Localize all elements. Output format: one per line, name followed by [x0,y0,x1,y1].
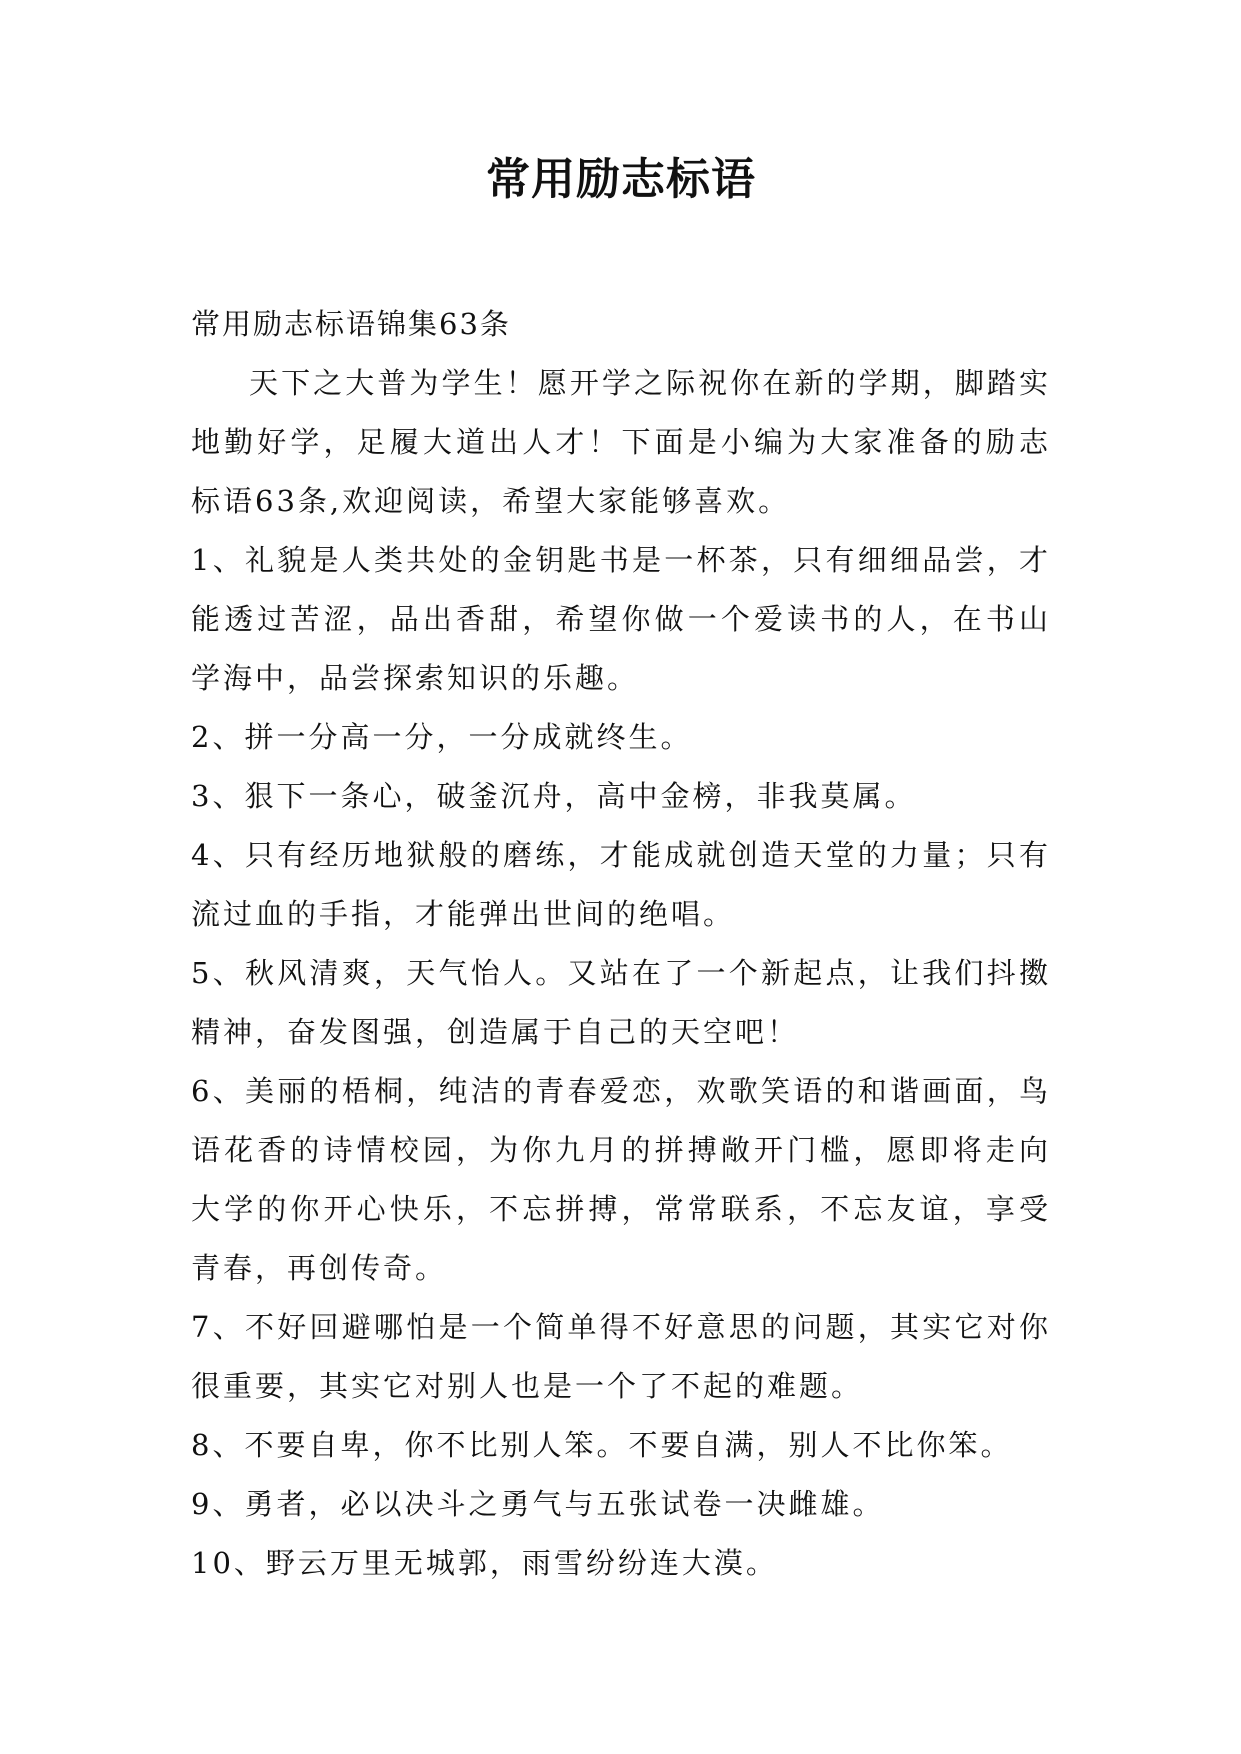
slogan-item-2: 2、拼一分高一分，一分成就终生。 [191,720,693,754]
document-subtitle: 常用励志标语锦集63条 [191,307,511,341]
slogan-item-3: 3、狠下一条心，破釜沉舟，高中金榜，非我莫属。 [191,779,917,813]
slogan-item-8: 8、不要自卑，你不比别人笨。不要自满，别人不比你笨。 [191,1428,1013,1462]
slogan-item-4: 4、只有经历地狱般的磨练，才能成就创造天堂的力量；只有流过血的手指，才能弹出世间的绝唱。 [191,838,1051,931]
document-title: 常用励志标语 [486,154,756,205]
slogan-item-5: 5、秋风清爽，天气怡人。又站在了一个新起点，让我们抖擞精神，奋发图强，创造属于自己的天空吧！ [191,956,1051,1049]
intro-paragraph: 天下之大普为学生！愿开学之际祝你在新的学期，脚踏实地勤好学，足履大道出人才！下面是小编为大家准备的励志标语63条,欢迎阅读，希望大家能够喜欢。 [191,366,1051,518]
slogan-item-9: 9、勇者，必以决斗之勇气与五张试卷一决雌雄。 [191,1487,885,1521]
slogan-item-1: 1、礼貌是人类共处的金钥匙书是一杯茶，只有细细品尝，才能透过苦涩，品出香甜，希望你做一个爱读书的人，在书山学海中，品尝探索知识的乐趣。 [191,543,1051,695]
slogan-item-10: 10、野云万里无城郭，雨雪纷纷连大漠。 [191,1546,778,1580]
slogan-item-7: 7、不好回避哪怕是一个简单得不好意思的问题，其实它对你很重要，其实它对别人也是一个了不起的难题。 [191,1310,1051,1403]
slogan-item-6: 6、美丽的梧桐，纯洁的青春爱恋，欢歌笑语的和谐画面，鸟语花香的诗情校园，为你九月的拼搏敞开门槛，愿即将走向大学的你开心快乐，不忘拼搏，常常联系，不忘友谊，享受青春，再创传奇。 [191,1074,1051,1285]
